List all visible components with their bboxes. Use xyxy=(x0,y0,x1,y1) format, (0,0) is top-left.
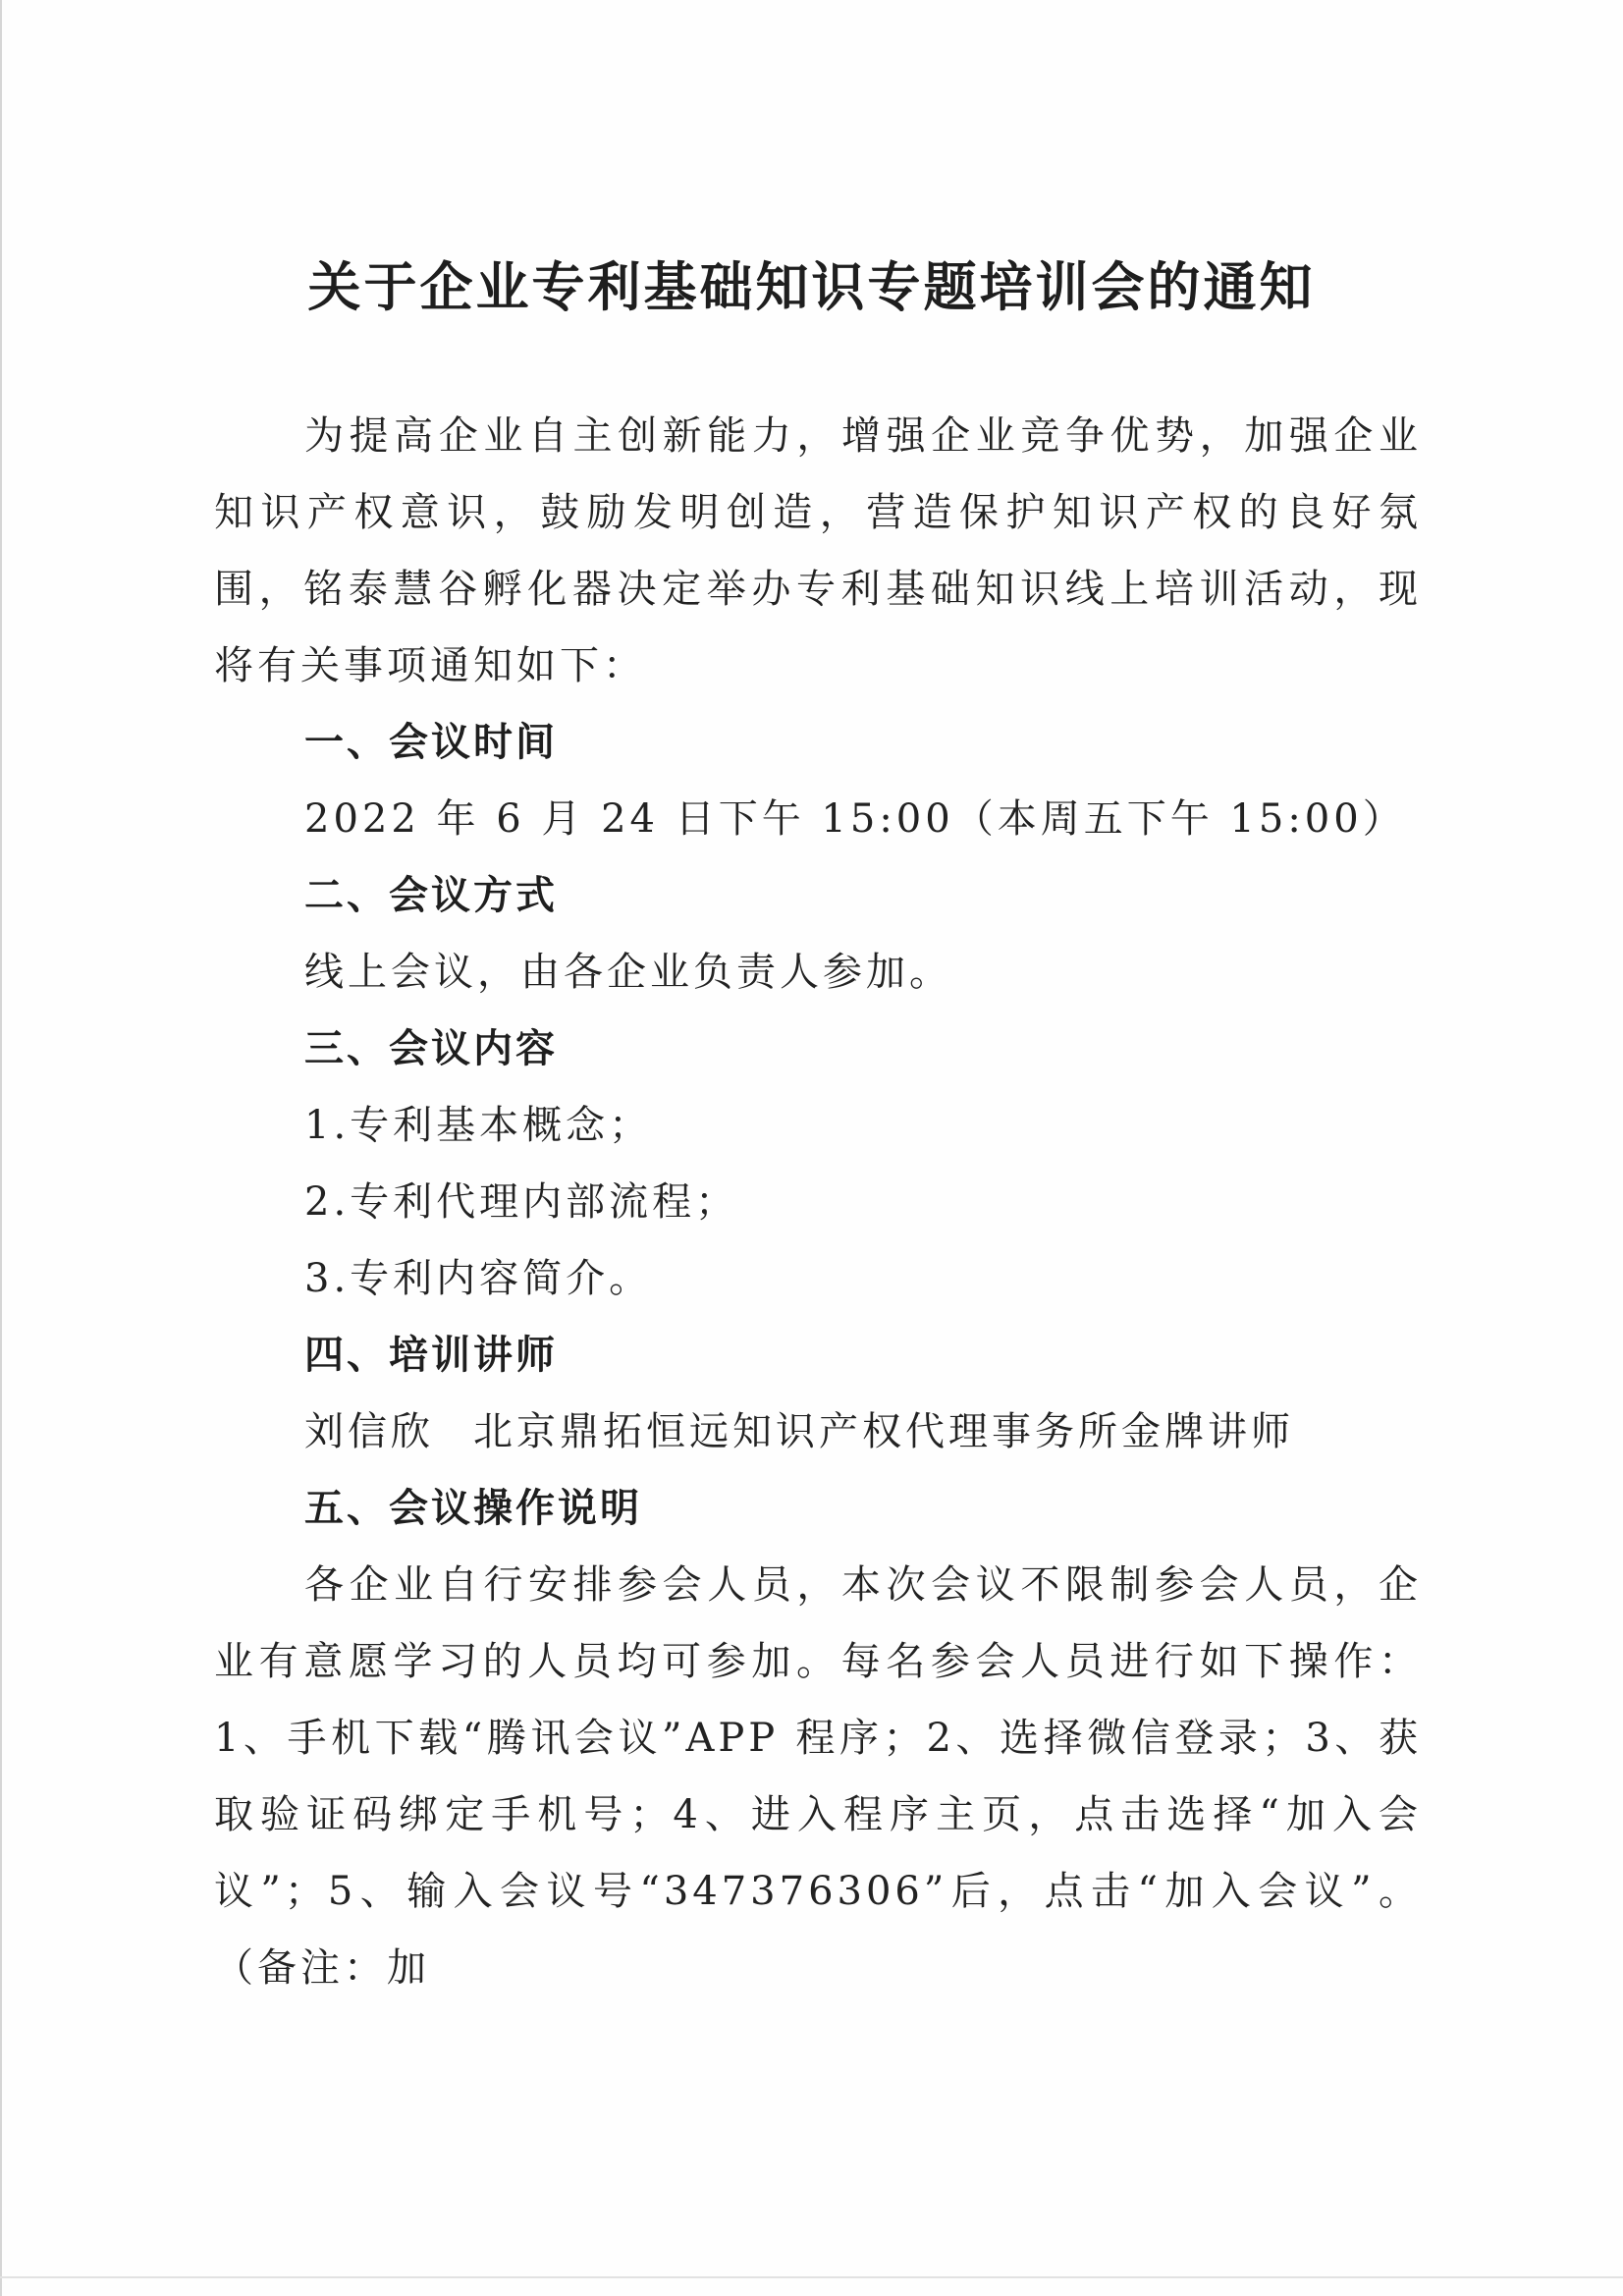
scan-edge-left xyxy=(0,0,2,2296)
meeting-time-text: 2022 年 6 月 24 日下午 15:00（本周五下午 15:00） xyxy=(304,796,1406,842)
section-heading-instructor: 四、培训讲师 xyxy=(304,1333,558,1378)
content-item-1: 1.专利基本概念； xyxy=(304,1103,653,1148)
scan-edge-bottom xyxy=(0,2276,1623,2278)
document-title: 关于企业专利基础知识专题培训会的通知 xyxy=(307,256,1316,318)
intro-paragraph: 为提高企业自主创新能力，增强企业竞争优势，加强企业知识产权意识，鼓励发明创造，营造保护知识产权的良好氛围，铭泰慧谷孵化器决定举办专利基础知识线上培训活动，现将有关事项通知如下： xyxy=(214,413,1422,688)
section-heading-time: 一、会议时间 xyxy=(304,720,558,765)
meeting-method-text: 线上会议，由各企业负责人参加。 xyxy=(304,950,952,995)
content-item-3: 3.专利内容简介。 xyxy=(304,1256,653,1301)
instructor-name: 刘信欣 xyxy=(304,1409,434,1454)
section-heading-method: 二、会议方式 xyxy=(304,873,558,918)
instructor-title: 北京鼎拓恒远知识产权代理事务所金牌讲师 xyxy=(473,1409,1294,1454)
document-body xyxy=(214,398,1422,2006)
content-item-2: 2.专利代理内部流程； xyxy=(304,1179,739,1225)
operation-paragraph: 各企业自行安排参会人员，本次会议不限制参会人员，企业有意愿学习的人员均可参加。每名参会人员进行如下操作：1、手机下载“腾讯会议”APP 程序；2、选择微信登录；3、获取验证码绑定手机号；4、进入程序主页，点击选择“加入会议”；5、输入会议号“347376306”后，点击“加入会议”。（备注：加 xyxy=(214,1562,1422,1991)
instructor-line xyxy=(214,1394,1422,1470)
section-heading-content: 三、会议内容 xyxy=(304,1026,558,1071)
section-heading-operation: 五、会议操作说明 xyxy=(304,1486,642,1531)
